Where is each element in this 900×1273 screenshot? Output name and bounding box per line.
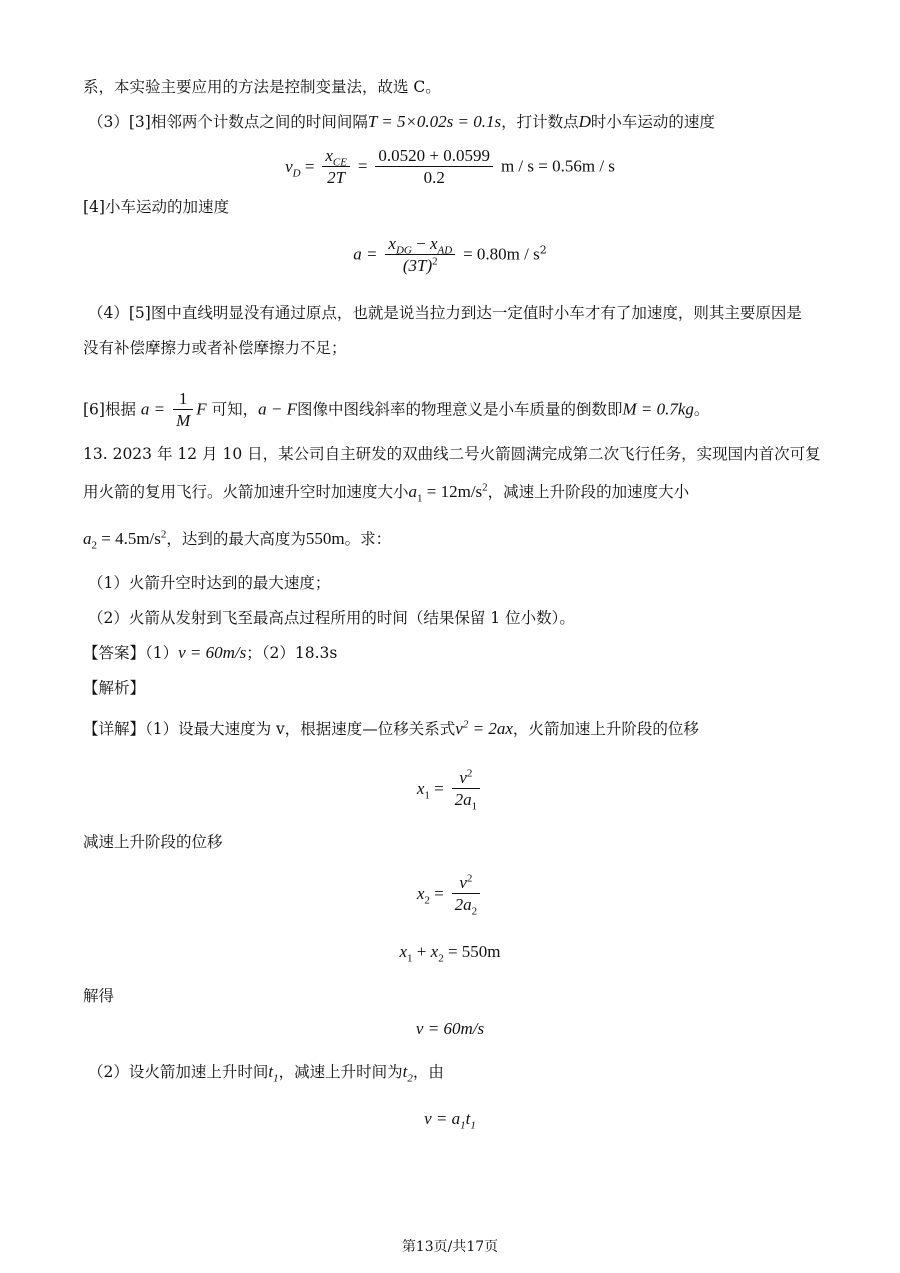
equation-v-at: $v = a_1t_1$: [424, 1109, 476, 1132]
text-line: [6]根据 a = $\frac{1}{M}$ F 可知，a − F图像中图线斜率的物理意义是小车质量的倒数即M = 0.7kg。: [83, 389, 710, 430]
text-line: [4]小车运动的加速度: [83, 198, 229, 216]
text-line: （3）[3]相邻两个计数点之间的时间间隔T = 5×0.02s = 0.1s，打计数点D时小车运动的速度: [88, 112, 715, 131]
equation-vD: $v_D$ = $\frac{x_{CE}}{2T}$ = $\frac{0.0520 + 0.0599}{0.2}$ m / s = 0.56m / s: [285, 146, 615, 187]
equation-x1: $x_1$ = $\frac{v^2}{2a_1}$: [0, 768, 900, 811]
equation-x2: $x_2$ = $\frac{v^2}{2a_2}$: [0, 873, 900, 916]
equation-v: v = 60m/s: [415, 1019, 485, 1038]
text-line: （4）[5]图中直线明显没有通过原点，也就是说当拉力到达一定值时小车才有了加速度，则其主要原因是: [88, 304, 802, 322]
text-line: 系，本实验主要应用的方法是控制变量法，故选 C。: [83, 78, 441, 96]
text-line: $a_2 = 4.5m/s^2$，达到的最大高度为550m。求：: [83, 528, 392, 552]
equation-a: a = $\frac{x_{DG} - x_{AD}}{(3T)^2}$ = $0.80m / s^2$: [353, 234, 547, 275]
analysis-heading: 【解析】: [83, 679, 146, 697]
text-line: 没有补偿摩擦力或者补偿摩擦力不足；: [83, 339, 347, 357]
text-line: （2）火箭从发射到飞至最高点过程所用的时间（结果保留 1 位小数）。: [88, 609, 575, 627]
text-line: 减速上升阶段的位移: [83, 833, 223, 851]
text-line: （1）火箭升空时达到的最大速度；: [88, 574, 331, 592]
answer-line: 【答案】（1）v = 60m/s；（2）18.3s: [83, 643, 338, 662]
page-footer: 第13页/共17页: [401, 1239, 499, 1255]
text-line: （2）设火箭加速上升时间$t_1$，减速上升时间为$t_2$，由: [88, 1062, 444, 1085]
text-line: 用火箭的复用飞行。火箭加速升空时加速度大小$a_1 = 12m/s^2$，减速上升阶段的加速度大小: [83, 481, 690, 505]
text-line: 【详解】（1）设最大速度为 v，根据速度—位移关系式$v^2 = 2ax$，火箭加速上升阶段的位移: [83, 718, 699, 738]
text-line: 解得: [83, 987, 115, 1005]
equation-sum: $x_1 + x_2 = 550m$: [399, 942, 501, 965]
question-13: 13. 2023 年 12 月 10 日，某公司自主研发的双曲线二号火箭圆满完成第二次飞行任务，实现国内首次可复: [83, 445, 821, 463]
